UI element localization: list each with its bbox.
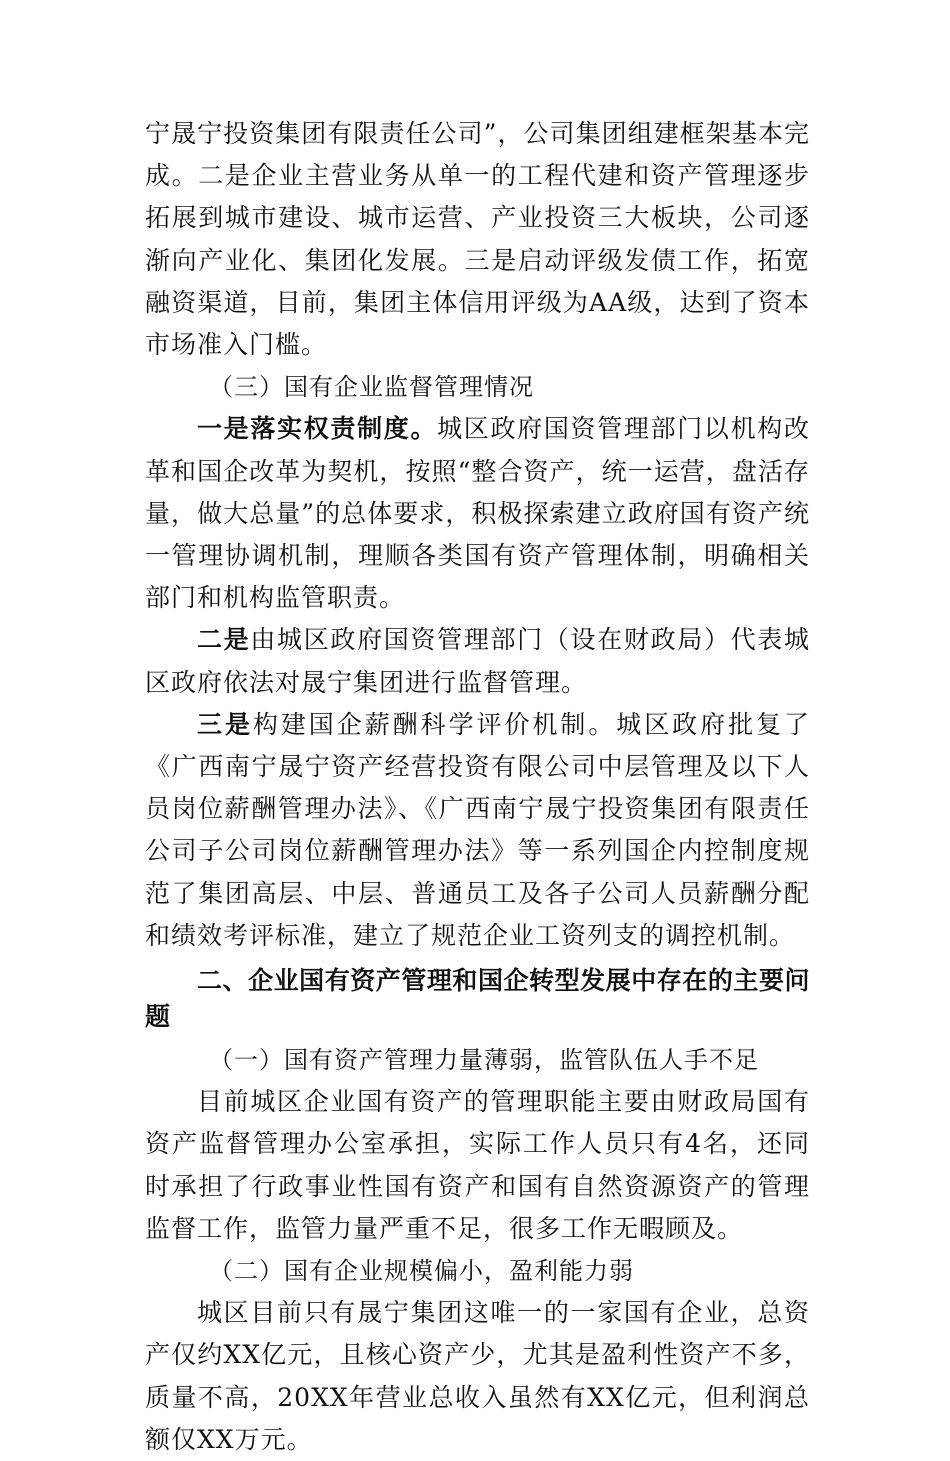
paragraph-salary-mechanism — [145, 704, 810, 957]
lead-text-third: 三是 — [197, 709, 253, 739]
lead-text-first: 一是落实权责制度。 — [197, 414, 438, 444]
paragraph-group-overview: 宁晟宁投资集团有限责任公司”，公司集团组建框架基本完成。二是企业主营业务从单一的工程代建和资产管理逐步拓展到城市建设、城市运营、产业投资三大板块，公司逐渐向产业化、集团化发展。三是启动评级发债工作，拓宽融资渠道，目前，集团主体信用评级为AA级，达到了资本市场准入门槛。 — [145, 119, 810, 360]
subheading-small-scale: （二）国有企业规模偏小，盈利能力弱 — [209, 1257, 634, 1286]
subheading-weak-management: （一）国有资产管理力量薄弱，监管队伍人手不足 — [209, 1046, 759, 1075]
paragraph-text: 构建国企薪酬科学评价机制。城区政府批复了《广西南宁晟宁资产经营投资有限公司中层管理及以下人员岗位薪酬管理办法》、《广西南宁晟宁投资集团有限责任公司子公司岗位薪酬管理办法》等一系列国企内控制度规范了集团高层、中层、普通员工及各子公司人员薪酬分配和绩效考评标准，建立了规范企业工资列支的调控机制。 — [145, 709, 810, 950]
document-body — [145, 113, 810, 1461]
subheading-supervision: （三）国有企业监督管理情况 — [209, 373, 534, 402]
paragraph-supervision-dept — [145, 619, 810, 703]
paragraph-management-staff: 目前城区企业国有资产的管理职能主要由财政局国有资产监督管理办公室承担，实际工作人员只有4名，还同时承担了行政事业性国有资产和国有自然资源资产的管理监督工作，监管力量严重不足，很多工作无暇顾及。 — [145, 1087, 810, 1243]
lead-text-second: 二是 — [197, 625, 251, 655]
section-heading-problems: 二、企业国有资产管理和国企转型发展中存在的主要问题 — [145, 966, 810, 1032]
paragraph-responsibility-system — [145, 408, 810, 619]
paragraph-text: 由城区政府国资管理部门（设在财政局）代表城区政府依法对晟宁集团进行监督管理。 — [145, 625, 810, 697]
paragraph-text: 城区政府国资管理部门以机构改革和国企改革为契机，按照“整合资产，统一运营，盘活存量，做大总量”的总体要求，积极探索建立政府国有资产统一管理协调机制，理顺各类国有资产管理体制，明确相关部门和机构监管职责。 — [145, 414, 810, 613]
paragraph-enterprise-scale: 城区目前只有晟宁集团这唯一的一家国有企业，总资产仅约XX亿元，且核心资产少，尤其是盈利性资产不多，质量不高，20XX年营业总收入虽然有XX亿元，但利润总额仅XX万元。 — [145, 1298, 810, 1454]
